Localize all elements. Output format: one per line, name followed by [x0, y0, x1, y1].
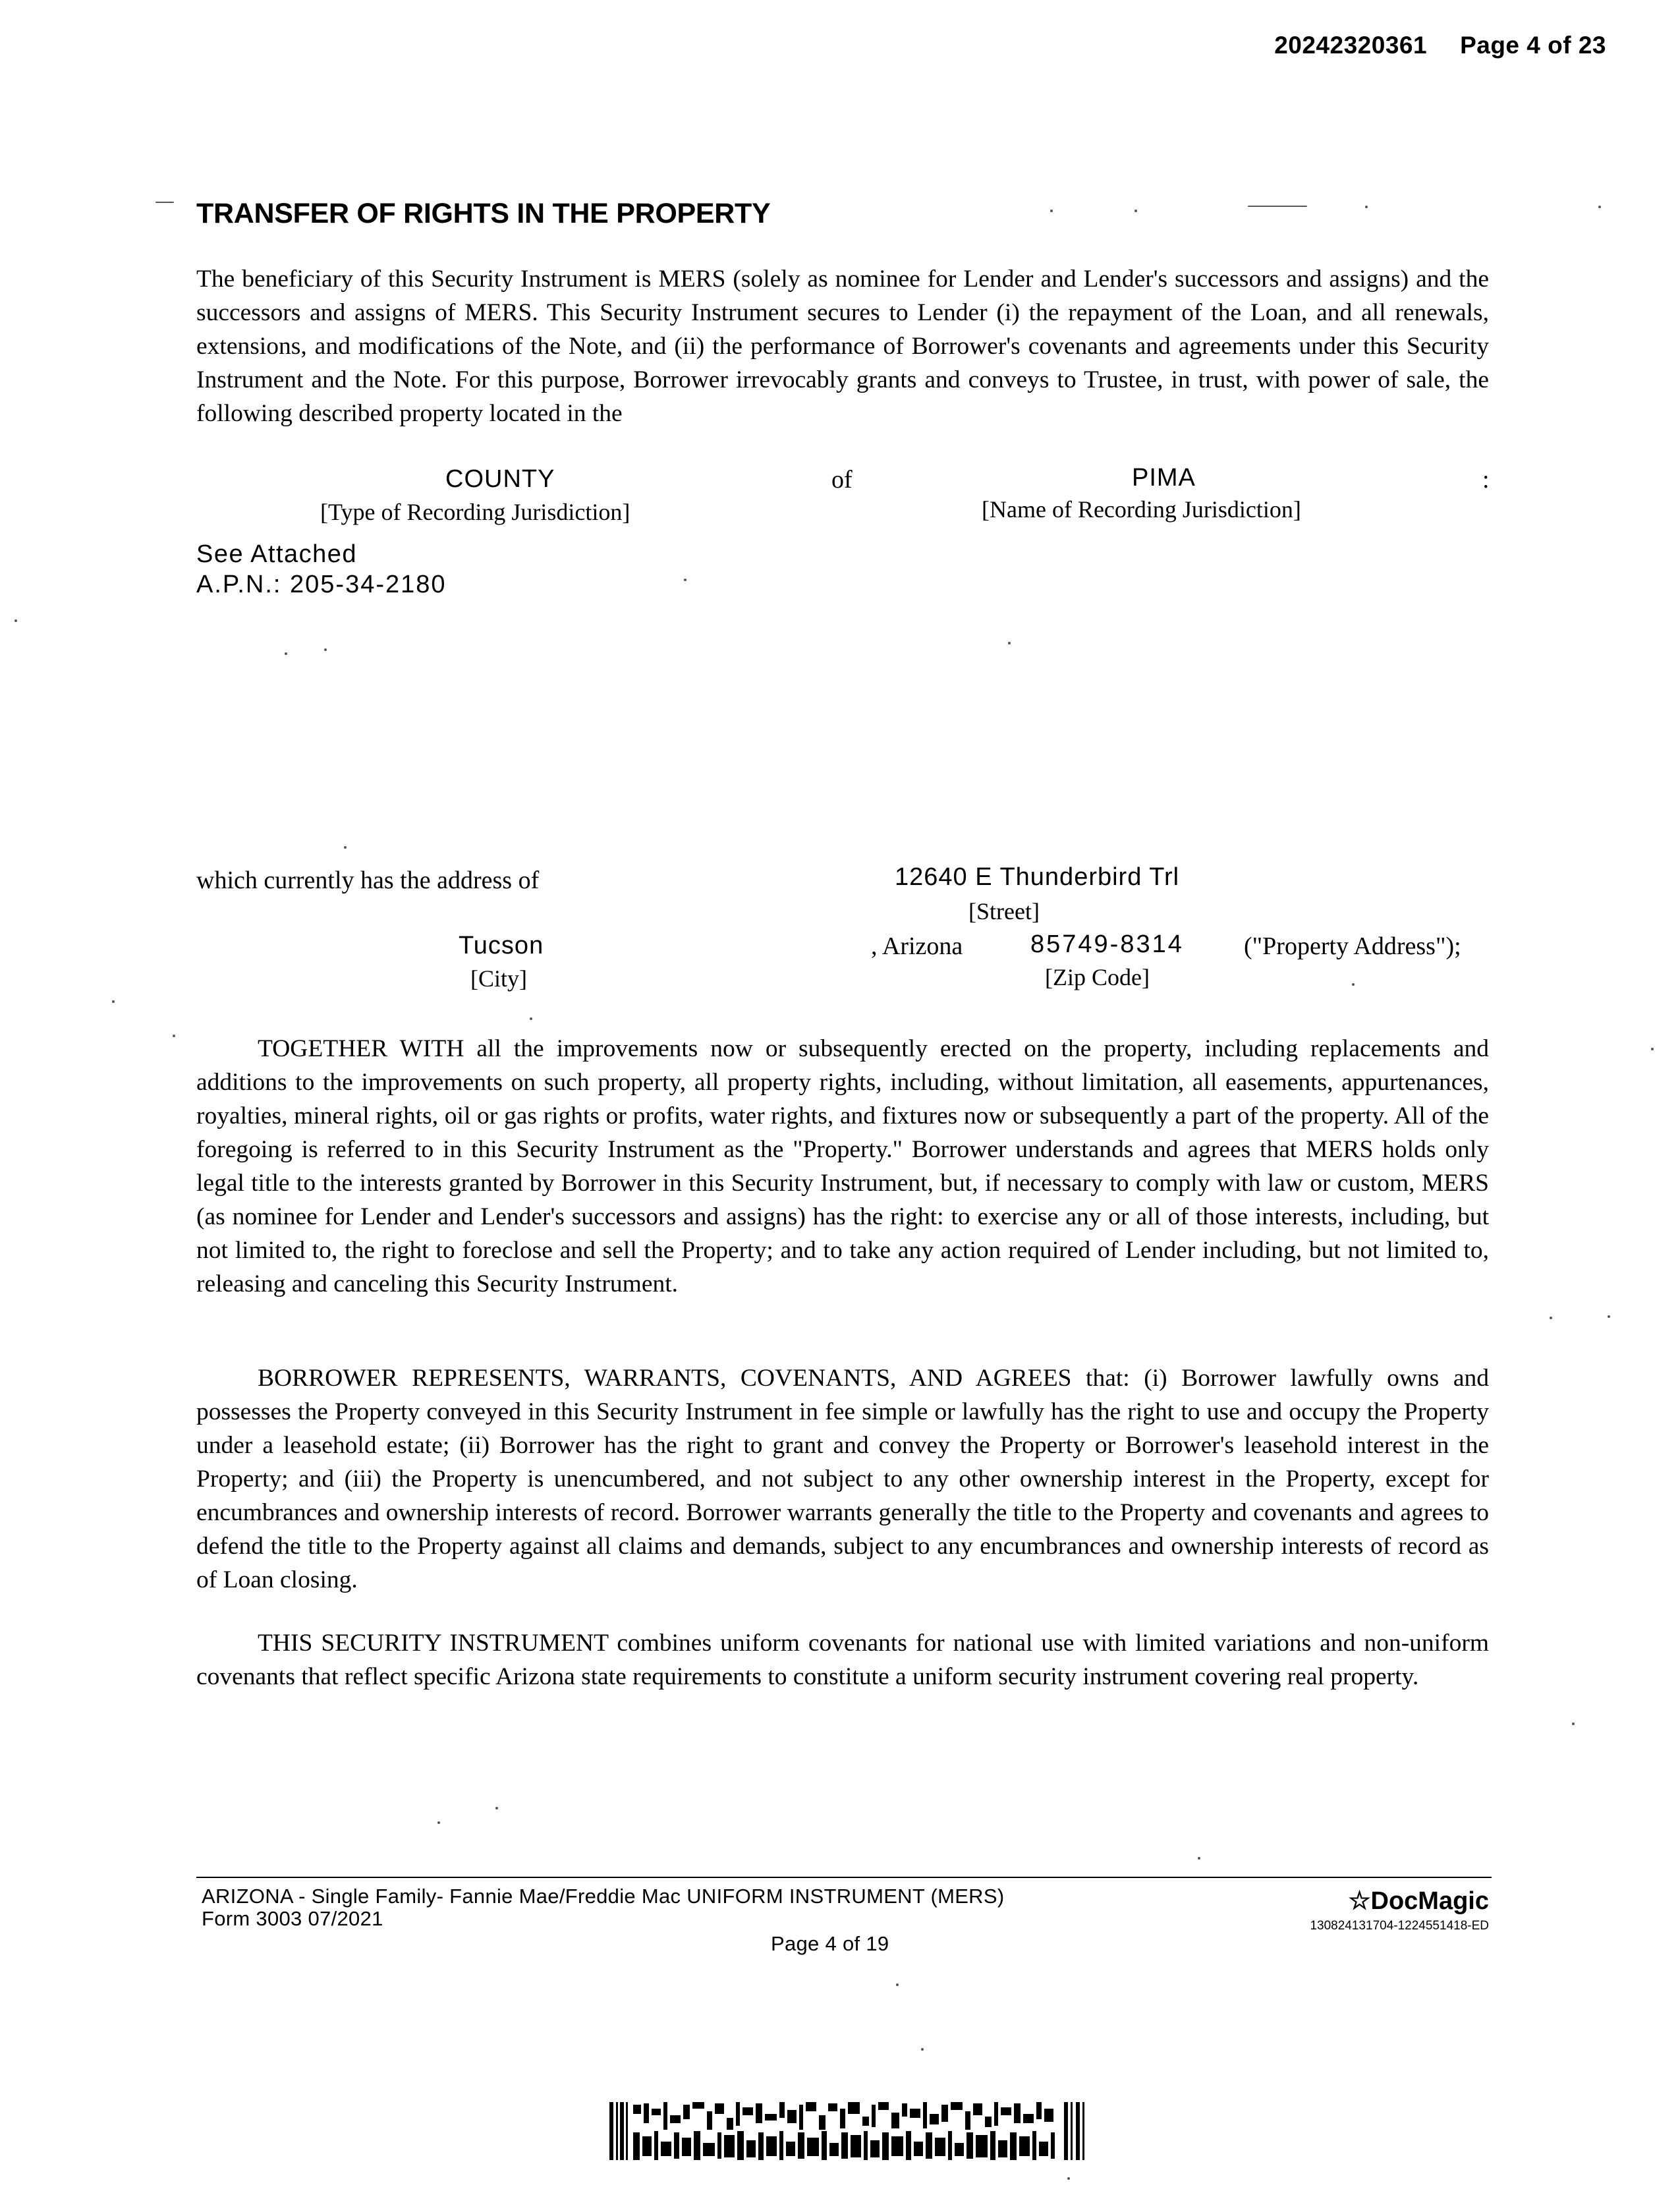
- docmagic-brand: DocMagic: [1370, 1887, 1489, 1915]
- scan-speck: [495, 1807, 498, 1809]
- together-with-paragraph: TOGETHER WITH all the improvements now or subsequently erected on the property, including replacements and additions to the improvements on such property, all property rights, including, without limitation, all easements, appurtenances, royalties, mineral rights, oil or gas rights or profits, water rights, and fixtures now or subsequently a part of the property. All of the foregoing is referred to in this Security Instrument as the "Property." Borrower understands and agrees that MERS holds only legal title to the interests granted by Borrower in this Security Instrument, but, if necessary to comply with law or custom, MERS (as nominee for Lender and Lender's successors and assigns) has the right: to exercise any or all of those interests, including, but not limited to, the right to foreclose and sell the Property; and to take any action required of Lender including, but not limited to, releasing and canceling this Security Instrument.: [196, 1035, 1489, 1297]
- street-label: [Street]: [968, 898, 1040, 925]
- scan-speck: [14, 619, 17, 622]
- docmagic-logo: [1348, 1886, 1489, 1916]
- scan-speck: [324, 648, 327, 651]
- scan-speck: [173, 1035, 175, 1037]
- scan-speck: [437, 1821, 440, 1824]
- document-barcode: [609, 2102, 1090, 2160]
- scan-speck: [1598, 206, 1601, 208]
- scan-speck: [1572, 1723, 1575, 1725]
- footer-rule: [196, 1877, 1492, 1878]
- scan-speck: [1134, 210, 1137, 212]
- section-title: TRANSFER OF RIGHTS IN THE PROPERTY: [196, 198, 771, 229]
- scan-speck: [1651, 1048, 1654, 1050]
- recording-page-label: Page 4 of 23: [1460, 32, 1606, 59]
- address-zip: 85749-8314: [1030, 930, 1184, 958]
- scan-speck: [112, 1000, 115, 1003]
- scan-speck: [1067, 2177, 1070, 2180]
- address-intro: which currently has the address of: [196, 867, 540, 894]
- property-address-label: ("Property Address");: [1244, 932, 1461, 960]
- footer-form-number: Form 3003 07/2021: [202, 1907, 383, 1930]
- jurisdiction-name: PIMA: [1132, 464, 1196, 492]
- document-number: 20242320361: [1274, 32, 1428, 59]
- borrower-represents-paragraph: BORROWER REPRESENTS, WARRANTS, COVENANTS, AND AGREES that: (i) Borrower lawfully owns and possesses the Property conveyed in this Security Instrument in fee simple or lawfully has the right to use and occupy the Property under a leasehold estate; (ii) Borrower has the right to grant and convey the Property or Borrower's leasehold interest in the Property; and (iii) the Property is unencumbered, and not subject to any other ownership interest in the Property, except for encumbrances and ownership interests of record. Borrower warrants generally the title to the Property and covenants and agrees to defend the title to the Property against all claims and demands, subject to any encumbrances and ownership interests of record as of Loan closing.: [196, 1365, 1489, 1593]
- footer-form-title: ARIZONA - Single Family- Fannie Mae/Freddie Mac UNIFORM INSTRUMENT (MERS): [202, 1885, 1005, 1908]
- scan-speck: [285, 652, 287, 655]
- scan-speck: [1352, 983, 1355, 986]
- footer-page-number: Page 4 of 19: [771, 1932, 889, 1955]
- intro-paragraph: The beneficiary of this Security Instrument is MERS (solely as nominee for Lender and Lender's successors and assigns) and the successors and assigns of MERS. This Security Instrument secures to Lender (i) the repayment of the Loan, and all renewals, extensions, and modifications of the Note, and (ii) the performance of Borrower's covenants and agreements under this Security Instrument and the Note. For this purpose, Borrower irrevocably grants and conveys to Trustee, in trust, with power of sale, the following described property located in the: [196, 266, 1489, 427]
- scan-speck: [1608, 1315, 1610, 1318]
- jurisdiction-colon: :: [1482, 466, 1490, 494]
- scan-speck: [1365, 206, 1368, 208]
- jurisdiction-name-label: [Name of Recording Jurisdiction]: [982, 496, 1301, 523]
- scan-speck: [684, 579, 686, 581]
- docmagic-code: 130824131704-1224551418-ED: [1310, 1919, 1489, 1933]
- security-instrument-paragraph: THIS SECURITY INSTRUMENT combines uniform covenants for national use with limited variations and non-uniform covenants that reflect specific Arizona state requirements to constitute a uniform security instrument covering real property.: [196, 1630, 1489, 1690]
- scan-speck: [155, 202, 174, 203]
- scan-speck: [1008, 642, 1011, 644]
- jurisdiction-of: of: [831, 466, 853, 494]
- scan-speck: [1550, 1317, 1552, 1319]
- city-label: [City]: [470, 965, 527, 992]
- address-street: 12640 E Thunderbird Trl: [895, 863, 1180, 891]
- scan-speck: [344, 846, 347, 849]
- scan-speck: [530, 1017, 532, 1020]
- zip-label: [Zip Code]: [1045, 964, 1150, 990]
- scan-speck: [896, 1983, 899, 1986]
- jurisdiction-type: COUNTY: [445, 465, 555, 493]
- legal-description-line1: See Attached: [196, 540, 358, 568]
- jurisdiction-type-label: [Type of Recording Jurisdiction]: [320, 499, 630, 525]
- scan-speck: [1248, 206, 1307, 207]
- recording-header: [1274, 32, 1606, 59]
- star-icon: ☆: [1348, 1887, 1371, 1915]
- scan-speck: [921, 2048, 924, 2051]
- scan-speck: [1050, 210, 1053, 212]
- address-city: Tucson: [459, 932, 544, 959]
- apn-number: A.P.N.: 205-34-2180: [196, 571, 447, 598]
- scan-speck: [1198, 1857, 1200, 1860]
- address-state: , Arizona: [871, 932, 963, 960]
